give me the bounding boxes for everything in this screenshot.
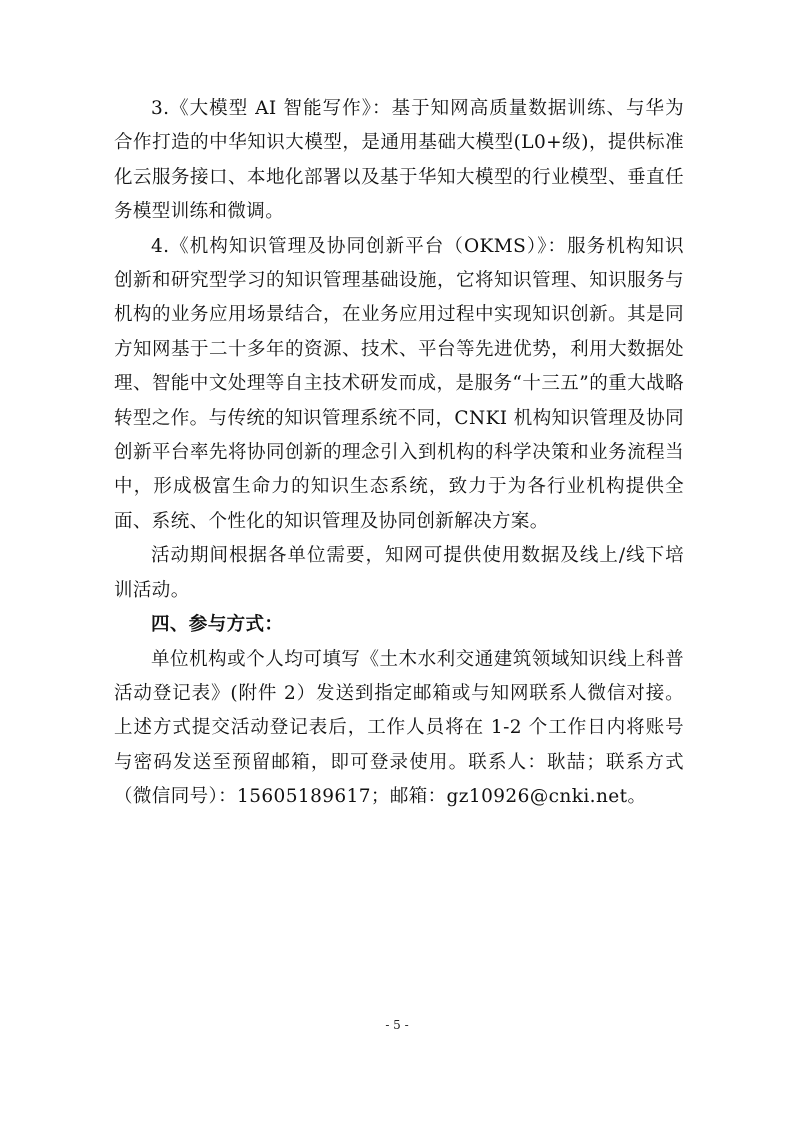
page-number: - 5 - [385, 1018, 409, 1032]
section-heading-participation: 四、参与方式： [151, 614, 284, 636]
paragraph-participation: 单位机构或个人均可填写《土木水利交通建筑领域知识线上科普活动登记表》(附件 2）发送到指定邮箱或与知网联系人微信对接。上述方式提交活动登记表后，工作人员将在 1-2 个工作日内将账号与密码发送至预留邮箱，即可登录使用。联系人：耿喆；联系方式（微信同号）：15605189617；邮箱：gz10926@cnki.net。 [114, 648, 684, 808]
paragraph-training: 活动期间根据各单位需要，知网可提供使用数据及线上/线下培训活动。 [114, 545, 684, 601]
paragraph-ai-writing: 3.《大模型 AI 智能写作》：基于知网高质量数据训练、与华为合作打造的中华知识大模型，是通用基础大模型(L0+级)，提供标准化云服务接口、本地化部署以及基于华知大模型的行业模型、垂直任务模型训练和微调。 [114, 98, 684, 223]
paragraph-okms: 4.《机构知识管理及协同创新平台（OKMS）》：服务机构知识创新和研究型学习的知识管理基础设施，它将知识管理、知识服务与机构的业务应用场景结合，在业务应用过程中实现知识创新。其是同方知网基于二十多年的资源、技术、平台等先进优势，利用大数据处理、智能中文处理等自主技术研发而成，是服务“十三五”的重大战略转型之作。与传统的知识管理系统不同，CNKI 机构知识管理及协同创新平台率先将协同创新的理念引入到机构的科学决策和业务流程当中，形成极富生命力的知识生态系统，致力于为各行业机构提供全面、系统、个性化的知识管理及协同创新解决方案。 [114, 235, 684, 532]
document-body [114, 92, 684, 815]
